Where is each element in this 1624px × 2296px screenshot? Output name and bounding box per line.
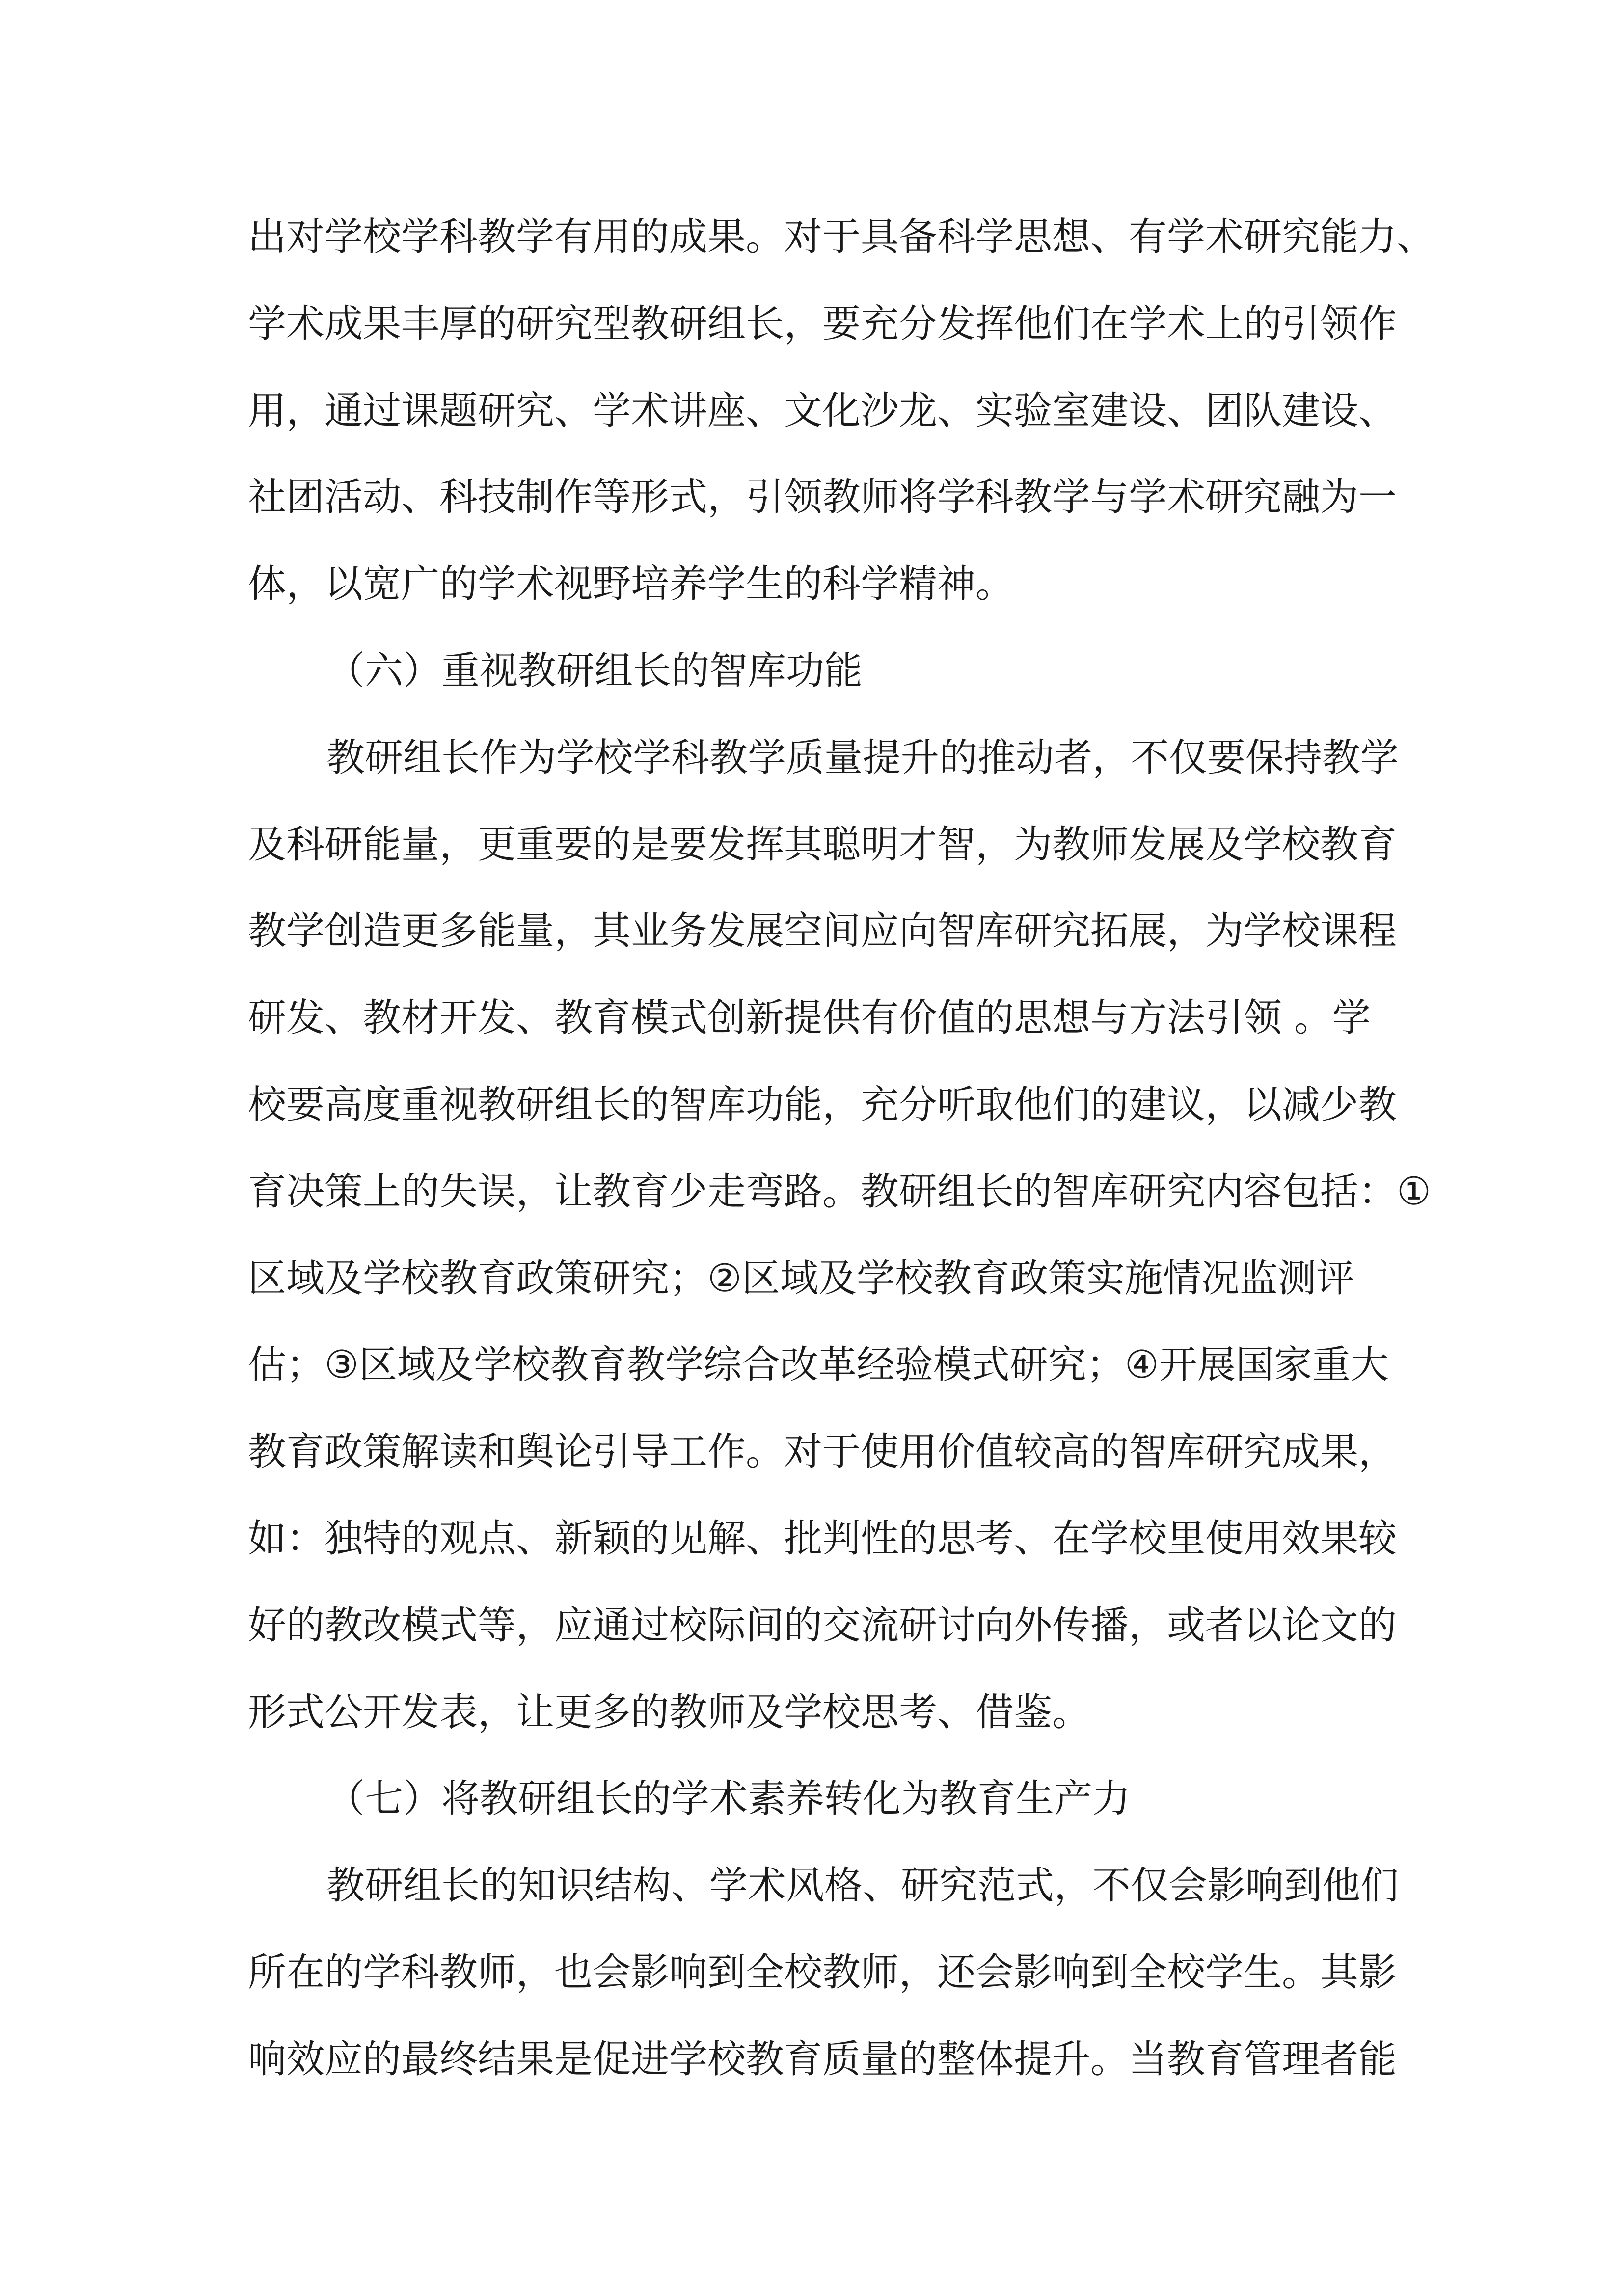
body-text-line: 所在的学科教师，也会影响到全校教师，还会影响到全校学生。其影 xyxy=(248,1950,1397,1995)
body-text-line: 如：独特的观点、新颖的见解、批判性的思考、在学校里使用效果较 xyxy=(248,1516,1397,1561)
document-body xyxy=(248,194,1435,2103)
body-text-line: 区域及学校教育政策研究；②区域及学校教育政策实施情况监测评 xyxy=(248,1256,1354,1301)
body-text-line: 出对学校学科教学有用的成果。对于具备科学思想、有学术研究能力、 xyxy=(248,215,1435,259)
paragraph-first-line: 教研组长的知识结构、学术风格、研究范式，不仅会影响到他们 xyxy=(326,1864,1399,1908)
body-text-line: 校要高度重视教研组长的智库功能，充分听取他们的建议，以减少教 xyxy=(248,1082,1397,1127)
body-text-line: 好的教改模式等，应通过校际间的交流研讨向外传播，或者以论文的 xyxy=(248,1603,1397,1648)
body-text-line: 育决策上的失误，让教育少走弯路。教研组长的智库研究内容包括：① xyxy=(248,1169,1431,1214)
body-text-line: 用，通过课题研究、学术讲座、文化沙龙、实验室建设、团队建设、 xyxy=(248,388,1397,433)
section-heading: （七）将教研组长的学术素养转化为教育生产力 xyxy=(326,1777,1131,1821)
paragraph-first-line: 教研组长作为学校学科教学质量提升的推动者，不仅要保持教学 xyxy=(326,735,1399,780)
body-text-line: 教育政策解读和舆论引导工作。对于使用价值较高的智库研究成果， xyxy=(248,1430,1397,1474)
body-text-line: 体，以宽广的学术视野培养学生的科学精神。 xyxy=(248,562,1014,607)
body-text-line: 社团活动、科技制作等形式，引领教师将学科教学与学术研究融为一 xyxy=(248,475,1397,520)
body-text-line: 学术成果丰厚的研究型教研组长，要充分发挥他们在学术上的引领作 xyxy=(248,301,1397,346)
section-heading: （六）重视教研组长的智库功能 xyxy=(326,648,863,693)
body-text-line: 形式公开发表，让更多的教师及学校思考、借鉴。 xyxy=(248,1690,1091,1735)
body-text-line: 研发、教材开发、教育模式创新提供有价值的思想与方法引领 。学 xyxy=(248,996,1371,1041)
body-text-line: 及科研能量，更重要的是要发挥其聪明才智，为教师发展及学校教育 xyxy=(248,822,1397,867)
body-text-line: 估；③区域及学校教育教学综合改革经验模式研究；④开展国家重大 xyxy=(248,1343,1389,1388)
body-text-line: 响效应的最终结果是促进学校教育质量的整体提升。当教育管理者能 xyxy=(248,2037,1397,2082)
body-text-line: 教学创造更多能量，其业务发展空间应向智库研究拓展，为学校课程 xyxy=(248,909,1397,954)
